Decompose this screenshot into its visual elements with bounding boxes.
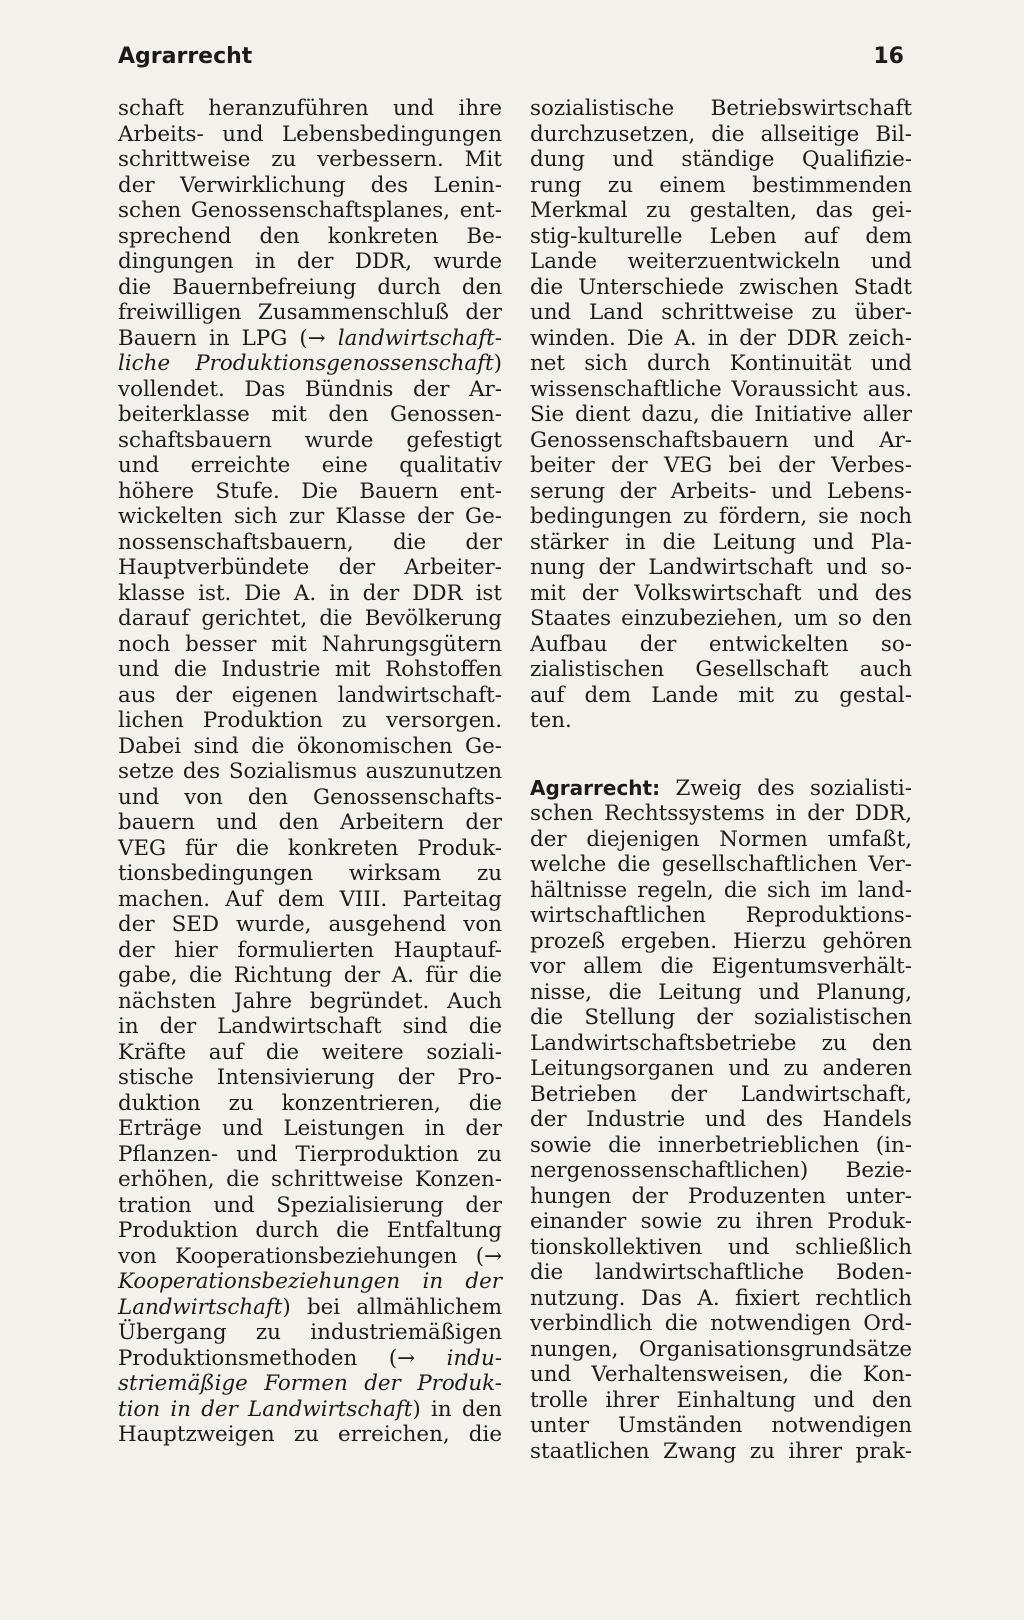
text-line: Produktionsmethoden (→ indu- — [118, 1345, 502, 1371]
text-line: machen. Auf dem VIII. Parteitag — [118, 886, 502, 912]
text-line: serung der Arbeits- und Lebens- — [530, 478, 912, 504]
text-line: rung zu einem bestimmenden — [530, 172, 912, 198]
text-line: der Verwirklichung des Lenin- — [118, 172, 502, 198]
text-line: Merkmal zu gestalten, das gei- — [530, 198, 912, 223]
text-line: Kooperationsbeziehungen in der — [118, 1269, 502, 1294]
text-line: und Land schrittweise zu über- — [530, 300, 912, 325]
text-line: höhere Stufe. Die Bauern ent- — [118, 478, 502, 504]
text-line: der SED wurde, ausgehend von — [118, 912, 502, 937]
text-line: schaftsbauern wurde gefestigt — [118, 427, 502, 453]
text-line: nächsten Jahre begründet. Auch — [118, 988, 502, 1014]
text-line: nossenschaftsbauern, die der — [118, 529, 502, 555]
text-line: hungen der Produzenten unter- — [530, 1183, 912, 1209]
text-line: schaft heranzuführen und ihre — [118, 96, 502, 121]
text-line: gabe, die Richtung der A. für die — [118, 963, 502, 988]
text-line: klasse ist. Die A. in der DDR ist — [118, 580, 502, 606]
text-line: duktion zu konzentrieren, die — [118, 1090, 502, 1116]
text-line: zialistischen Gesellschaft auch — [530, 657, 912, 682]
text-line: Landwirtschaftsbetriebe zu den — [530, 1030, 912, 1056]
text-line: auf dem Lande mit zu gestal- — [530, 682, 912, 708]
text-line: in der Landwirtschaft sind die — [118, 1014, 502, 1039]
entry-headword: Agrarrecht: — [530, 775, 661, 800]
text-line: Hauptverbündete der Arbeiter- — [118, 555, 502, 580]
text-line: einander sowie zu ihren Produk- — [530, 1209, 912, 1234]
text-line: setze des Sozialismus auszunutzen — [118, 759, 502, 784]
text-line: die Unterschiede zwischen Stadt — [530, 274, 912, 300]
text-line: noch besser mit Nahrungsgütern — [118, 631, 502, 657]
text-line: hältnisse regeln, die sich im land- — [530, 877, 912, 903]
text-line: freiwilligen Zusammenschluß der — [118, 300, 502, 325]
text-line: und die Industrie mit Rohstoffen — [118, 657, 502, 682]
text-line: Aufbau der entwickelten so- — [530, 631, 912, 657]
text-line: Leitungsorganen und zu anderen — [530, 1056, 912, 1081]
page-number: 16 — [873, 44, 904, 69]
text-line: und von den Genossenschafts- — [118, 784, 502, 810]
text-line: vollendet. Das Bündnis der Ar- — [118, 376, 502, 402]
text-line: welche die gesellschaftlichen Ver- — [530, 852, 912, 877]
text-line: sozialistische Betriebswirtschaft — [530, 96, 912, 121]
entry-first-line — [530, 776, 912, 802]
text-line: trolle ihrer Einhaltung und den — [530, 1387, 912, 1413]
text-line: lichen Produktion zu versorgen. — [118, 708, 502, 733]
text-line: nisse, die Leitung und Planung, — [530, 979, 912, 1005]
text-line: schen Genossenschaftsplanes, ent- — [118, 198, 502, 223]
text-line: stärker in die Leitung und Pla- — [530, 529, 912, 555]
text-line: Erträge und Leistungen in der — [118, 1116, 502, 1141]
text-line: und Verhaltensweisen, die Kon- — [530, 1362, 912, 1387]
text-line: stig-kulturelle Leben auf dem — [530, 223, 912, 249]
text-line: von Kooperationsbeziehungen (→ — [118, 1243, 502, 1269]
text-line: Landwirtschaft) bei allmählichem — [118, 1294, 502, 1320]
text-line: net sich durch Kontinuität und — [530, 351, 912, 376]
text-line: stische Intensivierung der Pro- — [118, 1065, 502, 1090]
text-line: tionskollektiven und schließlich — [530, 1234, 912, 1260]
text-line: unter Umständen notwendigen — [530, 1413, 912, 1438]
text-line: mit der Volkswirtschaft und des — [530, 580, 912, 606]
text-line: tionsbedingungen wirksam zu — [118, 861, 502, 886]
text-line: Bauern in LPG (→ landwirtschaft- — [118, 325, 502, 351]
text-line: vor allem die Eigentumsverhält- — [530, 954, 912, 979]
text-line: wissenschaftliche Voraussicht aus. — [530, 376, 912, 402]
text-line: beiter der VEG bei der Verbes- — [530, 453, 912, 478]
text-line: Hauptzweigen zu erreichen, die — [118, 1422, 502, 1447]
text-line: ten. — [530, 708, 572, 733]
text-line: bedingungen zu fördern, sie noch — [530, 504, 912, 529]
text-line: der Industrie und des Handels — [530, 1107, 912, 1132]
text-line: wirtschaftlichen Reproduktions- — [530, 903, 912, 928]
text-line: Übergang zu industriemäßigen — [118, 1320, 502, 1345]
text-line: die Stellung der sozialistischen — [530, 1005, 912, 1030]
text-line: verbindlich die notwendigen Ord- — [530, 1311, 912, 1336]
text-line: VEG für die konkreten Produk- — [118, 835, 502, 861]
text-line: Sie dient dazu, die Initiative aller — [530, 402, 912, 427]
text-line: Staates einzubeziehen, um so den — [530, 606, 912, 631]
text-line: sprechend den konkreten Be- — [118, 223, 502, 249]
text-line: Lande weiterzuentwickeln und — [530, 249, 912, 274]
text-line: winden. Die A. in der DDR zeich- — [530, 325, 912, 351]
running-title: Agrarrecht — [118, 44, 253, 69]
text-line: nergenossenschaftlichen) Bezie- — [530, 1158, 912, 1183]
text-line: bauern und den Arbeitern der — [118, 810, 502, 835]
entry-agrarrecht — [530, 776, 912, 1465]
running-head — [118, 44, 904, 84]
text-line: dingungen in der DDR, wurde — [118, 249, 502, 274]
text-line: Betrieben der Landwirtschaft, — [530, 1081, 912, 1107]
text-line: die landwirtschaftliche Boden- — [530, 1260, 912, 1285]
text-line: der hier formulierten Hauptauf- — [118, 937, 502, 963]
entry-first-line-text: Zweig des sozialisti- — [675, 775, 912, 801]
text-line: der diejenigen Normen umfaßt, — [530, 826, 912, 852]
text-line: staatlichen Zwang zu ihrer prak- — [530, 1438, 912, 1464]
text-line: nungen, Organisationsgrundsätze — [530, 1336, 912, 1362]
text-line: tion in der Landwirtschaft) in den — [118, 1396, 502, 1422]
text-line: durchzusetzen, die allseitige Bil- — [530, 121, 912, 147]
text-line: Produktion durch die Entfaltung — [118, 1218, 502, 1243]
text-line: schrittweise zu verbessern. Mit — [118, 147, 502, 172]
text-line: und erreichte eine qualitativ — [118, 453, 502, 478]
text-line: striemäßige Formen der Produk- — [118, 1371, 502, 1396]
text-line: dung und ständige Qualifizie- — [530, 147, 912, 172]
text-line: schen Rechtssystems in der DDR, — [530, 801, 912, 826]
text-line: darauf gerichtet, die Bevölkerung — [118, 606, 502, 631]
text-line: Arbeits- und Lebensbedingungen — [118, 121, 502, 147]
text-line: prozeß ergeben. Hierzu gehören — [530, 928, 912, 954]
text-line: beiterklasse mit den Genossen- — [118, 402, 502, 427]
text-line: wickelten sich zur Klasse der Ge- — [118, 504, 502, 529]
text-line: tration und Spezialisierung der — [118, 1192, 502, 1218]
left-column — [118, 96, 502, 1448]
text-line: Dabei sind die ökonomischen Ge- — [118, 733, 502, 759]
text-line: aus der eigenen landwirtschaft- — [118, 682, 502, 708]
text-line: die Bauernbefreiung durch den — [118, 274, 502, 300]
text-line: sowie die innerbetrieblichen (in- — [530, 1132, 912, 1158]
text-line: Genossenschaftsbauern und Ar- — [530, 427, 912, 453]
text-line: Kräfte auf die weitere soziali- — [118, 1039, 502, 1065]
text-line: nung der Landwirtschaft und so- — [530, 555, 912, 580]
right-column — [530, 96, 912, 1464]
text-line: liche Produktionsgenossenschaft) — [118, 351, 502, 376]
entry-gap — [530, 734, 912, 776]
continued-entry-text — [530, 96, 912, 734]
entry-body — [530, 801, 912, 1464]
text-line: Pflanzen- und Tierproduktion zu — [118, 1141, 502, 1167]
text-line: erhöhen, die schrittweise Konzen- — [118, 1167, 502, 1192]
text-line: nutzung. Das A. fixiert rechtlich — [530, 1285, 912, 1311]
